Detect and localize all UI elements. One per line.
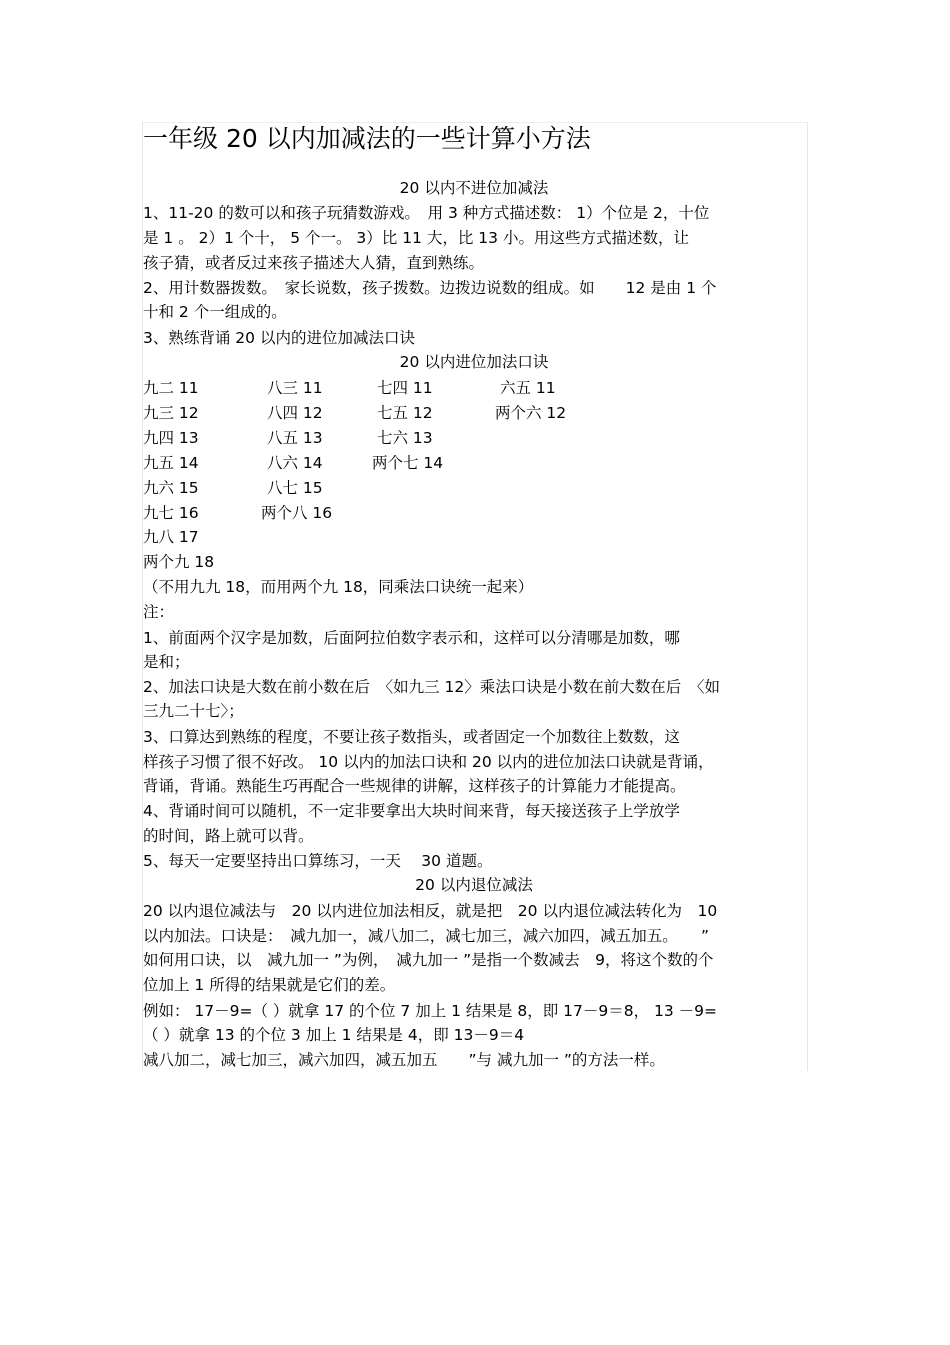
paragraph-line: 孩子猜，或者反过来孩子描述大人猜，直到熟练。 (143, 254, 485, 272)
section-heading-no-carry: 20 以内不进位加减法 (399, 179, 549, 197)
mnemonic-item: 九五 14 (143, 454, 199, 472)
mnemonic-item: 八六 14 (267, 454, 323, 472)
note-line: 的时间，路上就可以背。 (143, 827, 314, 845)
mnemonic-item: 九二 11 (143, 379, 199, 397)
mnemonic-item: 八三 11 (267, 379, 323, 397)
section-heading-carry-addition: 20 以内进位加法口诀 (399, 353, 549, 371)
note-line: 三九二十七〉； (143, 702, 244, 720)
mnemonic-item: 两个七 14 (372, 454, 444, 472)
mnemonic-item: 九三 12 (143, 404, 199, 422)
note-line: 3、口算达到熟练的程度，不要让孩子数指头，或者固定一个加数往上数数，这 (143, 728, 680, 746)
notes-label: 注： (143, 603, 175, 621)
mnemonic-item: 八五 13 (267, 429, 323, 447)
paragraph-line: 1、11-20 的数可以和孩子玩猜数游戏。 用 3 种方式描述数： 1）个位是 2，十位 (143, 204, 710, 222)
mnemonic-item: 九四 13 (143, 429, 199, 447)
mnemonic-item: 两个九 18 (143, 553, 215, 571)
paragraph-line: 是 1 。 2）1 个十， 5 个一。 3）比 11 大，比 13 小。用这些方式描述数，让 (143, 229, 689, 247)
paragraph-line: 例如： 17－9=（ ）就拿 17 的个位 7 加上 1 结果是 8，即 17－9＝8， 13 －9= (143, 1002, 718, 1020)
mnemonic-item: 六五 11 (500, 379, 556, 397)
paragraph-line: 3、熟练背诵 20 以内的进位加减法口诀 (143, 329, 415, 347)
note-line: 样孩子习惯了很不好改。 10 以内的加法口诀和 20 以内的进位加法口诀就是背诵， (143, 753, 714, 771)
paragraph-line: 以内加法。口诀是： 减九加一，减八加二，减七加三，减六加四，减五加五。 ” (143, 927, 710, 945)
note-line: 是和； (143, 653, 190, 671)
note-line: 4、背诵时间可以随机，不一定非要拿出大块时间来背，每天接送孩子上学放学 (143, 802, 680, 820)
mnemonic-item: 两个六 12 (495, 404, 567, 422)
paragraph-line: 20 以内退位减法与 20 以内进位加法相反，就是把 20 以内退位减法转化为 10 (143, 902, 718, 920)
mnemonic-item: 八七 15 (267, 479, 323, 497)
paragraph-line: 如何用口诀，以 减九加一 ”为例， 减九加一 ”是指一个数减去 9，将这个数的个 (143, 951, 714, 969)
mnemonic-item: 两个八 16 (261, 504, 333, 522)
note-line: 1、前面两个汉字是加数，后面阿拉伯数字表示和，这样可以分清哪是加数，哪 (143, 629, 680, 647)
mnemonic-item: 七四 11 (377, 379, 433, 397)
mnemonic-item: 九八 17 (143, 528, 199, 546)
note-line: 背诵，背诵。熟能生巧再配合一些规律的讲解，这样孩子的计算能力才能提高。 (143, 777, 686, 795)
paragraph-line: 减八加二，减七加三，减六加四，减五加五 ”与 减九加一 ”的方法一样。 (143, 1051, 665, 1069)
aside-note: （不用九九 18，而用两个九 18，同乘法口诀统一起来） (143, 578, 534, 596)
mnemonic-item: 九六 15 (143, 479, 199, 497)
paragraph-line: 十和 2 个一组成的。 (143, 303, 287, 321)
mnemonic-item: 七五 12 (377, 404, 433, 422)
page-title: 一年级 20 以内加减法的一些计算小方法 (143, 124, 591, 153)
paragraph-line: 位加上 1 所得的结果就是它们的差。 (143, 976, 396, 994)
mnemonic-item: 七六 13 (377, 429, 433, 447)
section-heading-borrow-subtraction: 20 以内退位减法 (415, 876, 533, 894)
mnemonic-item: 八四 12 (267, 404, 323, 422)
note-line: 5、每天一定要坚持出口算练习，一天 30 道题。 (143, 852, 493, 870)
paragraph-line: （ ）就拿 13 的个位 3 加上 1 结果是 4，即 13－9＝4 (143, 1026, 525, 1044)
mnemonic-item: 九七 16 (143, 504, 199, 522)
paragraph-line: 2、用计数器拨数。 家长说数，孩子拨数。边拨边说数的组成。如 12 是由 1 个 (143, 279, 717, 297)
note-line: 2、加法口诀是大数在前小数在后 〈如九三 12〉乘法口诀是小数在前大数在后 〈如 (143, 678, 721, 696)
